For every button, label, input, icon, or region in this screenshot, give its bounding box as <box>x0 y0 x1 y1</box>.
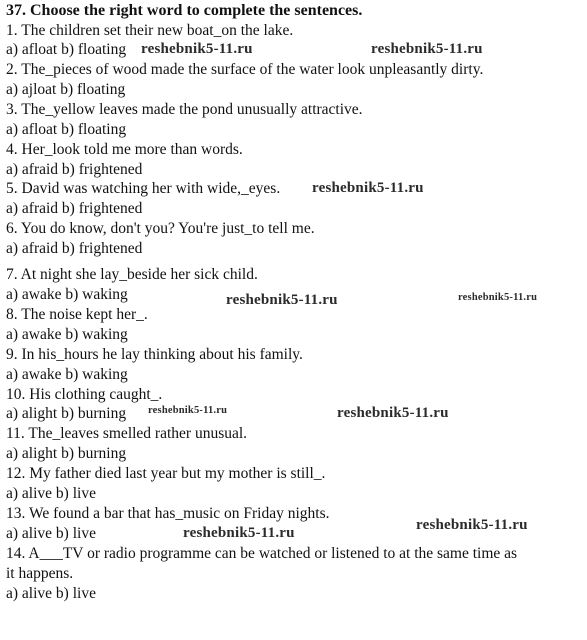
answers-12: a) alive b) live <box>6 485 96 502</box>
answers-5: a) afraid b) frightened <box>6 200 143 217</box>
question-11: 11. The_leaves smelled rather unusual. <box>6 425 248 442</box>
watermark: reshebnik5-11.ru <box>148 405 228 416</box>
watermark: reshebnik5-11.ru <box>371 41 483 57</box>
question-12: 12. My father died last year but my mother is still_. <box>6 465 326 482</box>
question-1: 1. The children set their new boat_on the lake. <box>6 22 294 39</box>
answers-14: a) alive b) live <box>6 585 96 602</box>
answers-1: a) afloat b) floating <box>6 41 127 58</box>
question-14-cont: it happens. <box>6 565 74 582</box>
question-14: 14. A___TV or radio programme can be watched or listened to at the same time as <box>6 545 518 562</box>
answers-11: a) alight b) burning <box>6 445 127 462</box>
watermark: reshebnik5-11.ru <box>226 292 338 308</box>
question-3: 3. The_yellow leaves made the pond unusually attractive. <box>6 101 363 118</box>
answers-10: a) alight b) burning <box>6 405 127 422</box>
watermark: reshebnik5-11.ru <box>312 180 424 196</box>
answers-2: a) ajloat b) floating <box>6 81 126 98</box>
watermark: reshebnik5-11.ru <box>458 292 538 303</box>
question-7: 7. At night she lay_beside her sick child. <box>6 266 258 283</box>
question-5: 5. David was watching her with wide,_eyes. <box>6 180 281 197</box>
page-title: 37. Choose the right word to complete the sentences. <box>6 2 363 19</box>
question-4: 4. Her_look told me more than words. <box>6 141 243 158</box>
question-10: 10. His clothing caught_. <box>6 386 163 403</box>
question-9: 9. In his_hours he lay thinking about his family. <box>6 346 303 363</box>
answers-9: a) awake b) waking <box>6 366 128 383</box>
answers-6: a) afraid b) frightened <box>6 240 143 257</box>
answers-3: a) afloat b) floating <box>6 121 127 138</box>
answers-8: a) awake b) waking <box>6 326 128 343</box>
question-2: 2. The_pieces of wood made the surface of the water look unpleasantly dirty. <box>6 61 484 78</box>
question-13: 13. We found a bar that has_music on Friday nights. <box>6 505 330 522</box>
watermark: reshebnik5-11.ru <box>183 525 295 541</box>
watermark: reshebnik5-11.ru <box>141 41 253 57</box>
watermark: reshebnik5-11.ru <box>416 517 528 533</box>
watermark: reshebnik5-11.ru <box>337 405 449 421</box>
question-6: 6. You do know, don't you? You're just_to tell me. <box>6 220 315 237</box>
answers-4: a) afraid b) frightened <box>6 161 143 178</box>
question-8: 8. The noise kept her_. <box>6 306 148 323</box>
answers-7: a) awake b) waking <box>6 286 128 303</box>
answers-13: a) alive b) live <box>6 525 96 542</box>
